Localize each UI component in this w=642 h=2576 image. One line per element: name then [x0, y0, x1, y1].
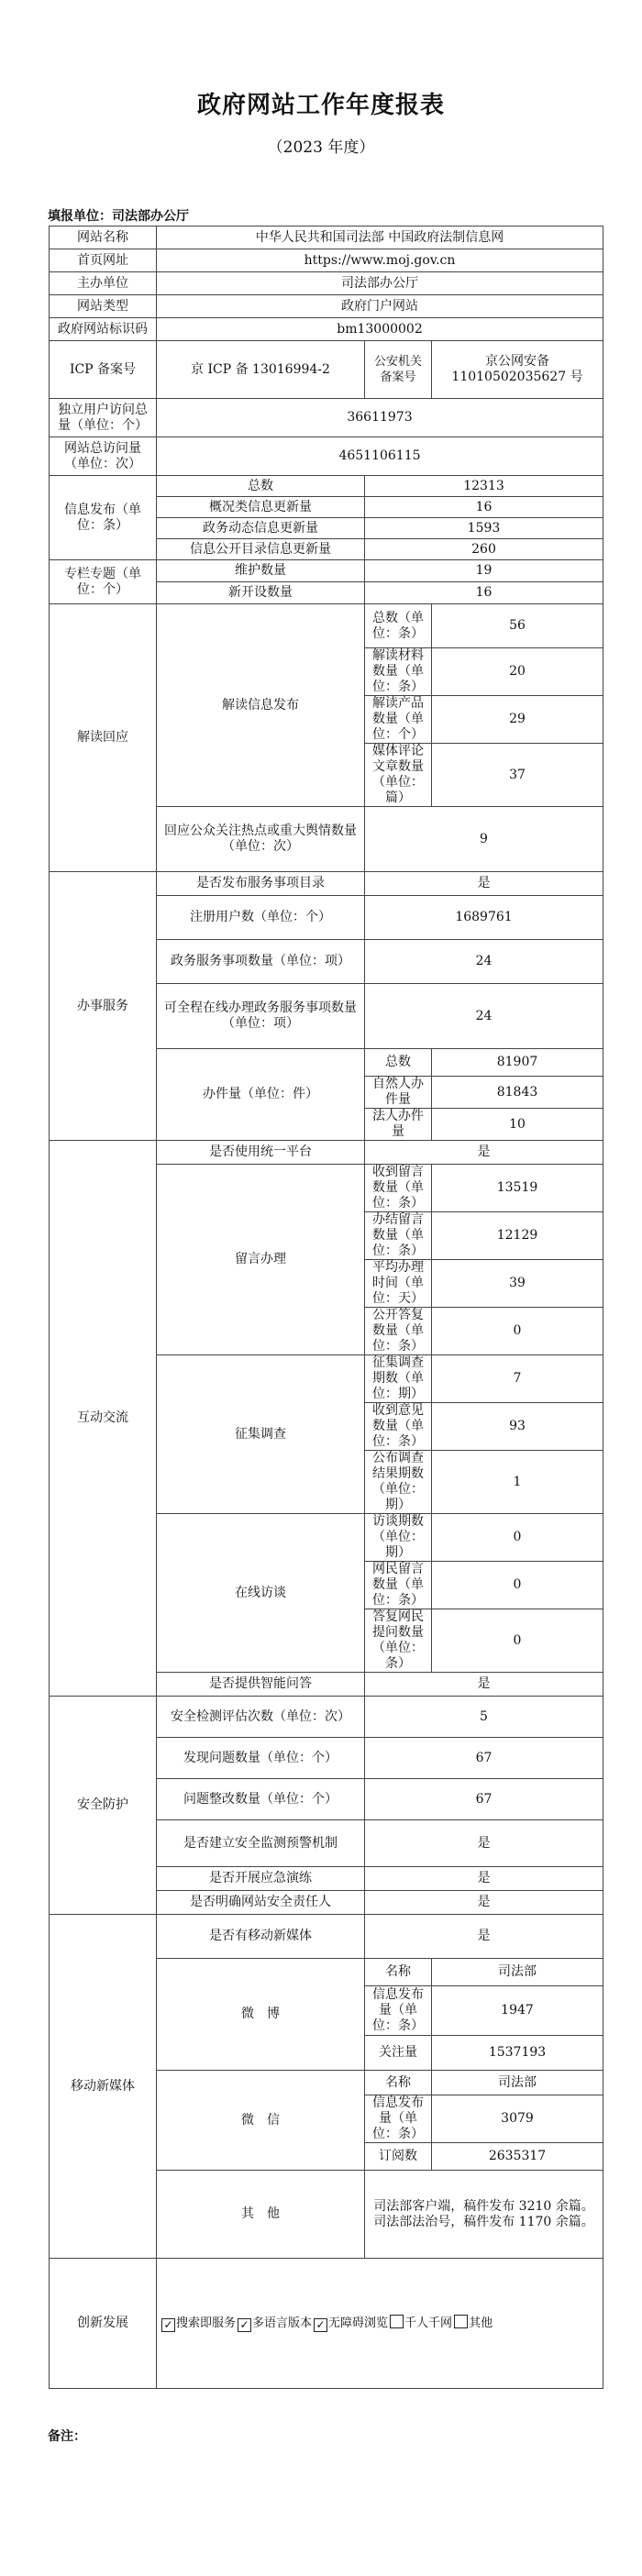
- security-fixed-label: 问题整改数量（单位：个）: [157, 1779, 365, 1820]
- wechat-sub-label: 订阅数: [365, 2143, 432, 2171]
- innovation-option-label: 千人千网: [404, 2316, 453, 2330]
- msg-time: 39: [432, 1260, 603, 1308]
- info-label: 信息发布（单位：条）: [50, 476, 157, 560]
- weibo-pub-label: 信息发布量（单位：条）: [365, 1986, 432, 2036]
- survey-opinion-label: 收到意见数量（单位：条）: [365, 1403, 432, 1451]
- interpret-respond: 9: [365, 807, 603, 872]
- innovation-checkbox[interactable]: [238, 2316, 312, 2332]
- table-row: [50, 437, 603, 476]
- info-catalog-label: 信息公开目录信息更新量: [157, 539, 365, 560]
- interpret-respond-label: 回应公众关注热点或重大舆情数量（单位：次）: [157, 807, 365, 872]
- interpret-material-label: 解读材料数量（单位：条）: [365, 648, 432, 696]
- mobile-has-label: 是否有移动新媒体: [157, 1915, 365, 1959]
- talk-count-label: 访谈期数（单位：期）: [365, 1514, 432, 1562]
- info-catalog: 260: [365, 539, 603, 560]
- interact-label: 互动交流: [50, 1141, 157, 1697]
- weibo-pub: 1947: [432, 1986, 603, 2036]
- talk-reply: 0: [432, 1609, 603, 1673]
- service-users: 1689761: [365, 896, 603, 940]
- security-monitor-label: 是否建立安全监测预警机制: [157, 1820, 365, 1867]
- service-online-label: 可全程在线办理政务服务事项数量（单位：项）: [157, 984, 365, 1049]
- interact-smart: 是: [365, 1673, 603, 1697]
- security-drill: 是: [365, 1867, 603, 1891]
- service-natural-label: 自然人办件量: [365, 1077, 432, 1109]
- uv-value: 36611973: [157, 399, 603, 437]
- site-type-value: 政府门户网站: [157, 295, 603, 318]
- column-new: 16: [365, 582, 603, 604]
- service-label: 办事服务: [50, 872, 157, 1141]
- interpret-media-label: 媒体评论文章数量（单位：篇）: [365, 744, 432, 807]
- security-found: 67: [365, 1738, 603, 1779]
- service-items: 24: [365, 940, 603, 984]
- msg-done-label: 办结留言数量（单位：条）: [365, 1212, 432, 1260]
- weibo-name-label: 名称: [365, 1959, 432, 1986]
- security-check-label: 安全检测评估次数（单位：次）: [157, 1697, 365, 1738]
- wechat-pub: 3079: [432, 2095, 603, 2143]
- home-url: https://www.moj.gov.cn: [157, 249, 603, 272]
- column-maintain-label: 维护数量: [157, 560, 365, 582]
- weibo-name: 司法部: [432, 1959, 603, 1986]
- innovation-label: 创新发展: [50, 2259, 157, 2389]
- checked-box-icon: ✓: [238, 2318, 251, 2332]
- site-name: 中华人民共和国司法部 中国政府法制信息网: [157, 227, 603, 249]
- table-row: [50, 2259, 603, 2389]
- home-url-label: 首页网址: [50, 249, 157, 272]
- service-handle-label: 办件量（单位：件）: [157, 1049, 365, 1141]
- service-handle-total-label: 总数: [365, 1049, 432, 1077]
- other-value: 司法部客户端，稿件发布 3210 余篇。 司法部法治号，稿件发布 1170 余篇。: [365, 2171, 603, 2259]
- column-label: 专栏专题（单位：个）: [50, 560, 157, 604]
- talk-msg: 0: [432, 1562, 603, 1609]
- interact-survey-label: 征集调查: [157, 1355, 365, 1514]
- survey-opinion: 93: [432, 1403, 603, 1451]
- site-code-label: 政府网站标识码: [50, 318, 157, 341]
- weibo-follow: 1537193: [432, 2036, 603, 2071]
- interact-talk-label: 在线访谈: [157, 1514, 365, 1673]
- table-row: [50, 341, 603, 399]
- pv-label: 网站总访问量（单位：次）: [50, 437, 157, 476]
- info-total: 12313: [365, 476, 603, 497]
- security-check: 5: [365, 1697, 603, 1738]
- interpret-publish-label: 解读信息发布: [157, 604, 365, 807]
- innovation-option-label: 搜索即服务: [176, 2316, 237, 2330]
- service-handle-total: 81907: [432, 1049, 603, 1077]
- icp-label: ICP 备案号: [50, 341, 157, 399]
- msg-reply-label: 公开答复数量（单位：条）: [365, 1308, 432, 1355]
- innovation-checkbox[interactable]: [454, 2315, 493, 2331]
- police-label: 公安机关备案号: [365, 341, 432, 399]
- service-users-label: 注册用户数（单位：个）: [157, 896, 365, 940]
- service-legal-label: 法人办件量: [365, 1109, 432, 1141]
- site-type-label: 网站类型: [50, 295, 157, 318]
- service-online: 24: [365, 984, 603, 1049]
- mobile-label: 移动新媒体: [50, 1915, 157, 2259]
- talk-msg-label: 网民留言数量（单位：条）: [365, 1562, 432, 1609]
- survey-count: 7: [432, 1355, 603, 1403]
- msg-done: 12129: [432, 1212, 603, 1260]
- security-found-label: 发现问题数量（单位：个）: [157, 1738, 365, 1779]
- column-new-label: 新开设数量: [157, 582, 365, 604]
- info-overview: 16: [365, 497, 603, 518]
- uv-label: 独立用户访问总量（单位：个）: [50, 399, 157, 437]
- security-fixed: 67: [365, 1779, 603, 1820]
- table-row: [50, 560, 603, 582]
- innovation-options: [157, 2259, 603, 2389]
- service-catalog-label: 是否发布服务事项目录: [157, 872, 365, 896]
- other-label: 其 他: [157, 2171, 365, 2259]
- service-items-label: 政务服务事项数量（单位：项）: [157, 940, 365, 984]
- table-row: [50, 1697, 603, 1738]
- interpret-product-label: 解读产品数量（单位：个）: [365, 696, 432, 744]
- security-owner-label: 是否明确网站安全责任人: [157, 1891, 365, 1915]
- innovation-checkbox[interactable]: [390, 2315, 452, 2331]
- innovation-checkbox[interactable]: [314, 2316, 388, 2332]
- table-row: [50, 318, 603, 341]
- msg-time-label: 平均办理时间（单位：天）: [365, 1260, 432, 1308]
- interpret-product: 29: [432, 696, 603, 744]
- innovation-checkbox[interactable]: [161, 2316, 236, 2332]
- info-total-label: 总数: [157, 476, 365, 497]
- survey-count-label: 征集调查期数（单位：期）: [365, 1355, 432, 1403]
- security-label: 安全防护: [50, 1697, 157, 1915]
- innovation-option-label: 其他: [469, 2316, 493, 2330]
- table-row: [50, 476, 603, 497]
- interpret-media: 37: [432, 744, 603, 807]
- wechat-name: 司法部: [432, 2071, 603, 2095]
- talk-reply-label: 答复网民提问数量（单位：条）: [365, 1609, 432, 1673]
- info-overview-label: 概况类信息更新量: [157, 497, 365, 518]
- empty-box-icon: [390, 2315, 404, 2328]
- empty-box-icon: [454, 2315, 468, 2328]
- reporting-unit: 填报单位：司法部办公厅: [48, 209, 189, 224]
- interact-msg-label: 留言办理: [157, 1165, 365, 1355]
- security-owner: 是: [365, 1891, 603, 1915]
- checked-box-icon: ✓: [314, 2318, 327, 2332]
- checked-box-icon: ✓: [161, 2318, 175, 2332]
- table-row: [50, 1141, 603, 1165]
- report-year: （2023 年度）: [267, 138, 375, 157]
- weibo-label: 微 博: [157, 1959, 365, 2071]
- wechat-pub-label: 信息发布量（单位：条）: [365, 2095, 432, 2143]
- interact-platform: 是: [365, 1141, 603, 1165]
- security-drill-label: 是否开展应急演练: [157, 1867, 365, 1891]
- table-row: [50, 399, 603, 437]
- info-dynamic: 1593: [365, 518, 603, 539]
- notes-label: 备注：: [48, 2429, 86, 2444]
- pv-value: 4651106115: [157, 437, 603, 476]
- interpret-label: 解读回应: [50, 604, 157, 872]
- police-value: 京公网安备 11010502035627 号: [432, 341, 603, 399]
- wechat-name-label: 名称: [365, 2071, 432, 2095]
- interpret-material: 20: [432, 648, 603, 696]
- weibo-follow-label: 关注量: [365, 2036, 432, 2071]
- interact-platform-label: 是否使用统一平台: [157, 1141, 365, 1165]
- host-value: 司法部办公厅: [157, 272, 603, 295]
- interact-smart-label: 是否提供智能问答: [157, 1673, 365, 1697]
- site-name-label: 网站名称: [50, 227, 157, 249]
- msg-recv: 13519: [432, 1165, 603, 1212]
- innovation-option-label: 无障碍浏览: [328, 2316, 389, 2330]
- page-title: 政府网站工作年度报表: [196, 92, 445, 119]
- host-label: 主办单位: [50, 272, 157, 295]
- wechat-label: 微 信: [157, 2071, 365, 2171]
- interpret-total-label: 总数（单位：条）: [365, 604, 432, 648]
- msg-recv-label: 收到留言数量（单位：条）: [365, 1165, 432, 1212]
- mobile-has: 是: [365, 1915, 603, 1959]
- innovation-option-label: 多语言版本: [252, 2316, 313, 2330]
- interpret-total: 56: [432, 604, 603, 648]
- table-row: [50, 272, 603, 295]
- site-code-value: bm13000002: [157, 318, 603, 341]
- security-monitor: 是: [365, 1820, 603, 1867]
- table-row: [50, 249, 603, 272]
- info-dynamic-label: 政务动态信息更新量: [157, 518, 365, 539]
- table-row: [50, 872, 603, 896]
- table-row: [50, 604, 603, 648]
- table-row: [50, 227, 603, 249]
- table-row: [50, 1915, 603, 1959]
- msg-reply: 0: [432, 1308, 603, 1355]
- column-maintain: 19: [365, 560, 603, 582]
- service-natural: 81843: [432, 1077, 603, 1109]
- table-row: [50, 295, 603, 318]
- icp-value: 京 ICP 备 13016994-2: [157, 341, 365, 399]
- report-table: [49, 226, 603, 2389]
- talk-count: 0: [432, 1514, 603, 1562]
- service-legal: 10: [432, 1109, 603, 1141]
- survey-result: 1: [432, 1451, 603, 1514]
- service-catalog: 是: [365, 872, 603, 896]
- wechat-sub: 2635317: [432, 2143, 603, 2171]
- survey-result-label: 公布调查结果期数（单位：期）: [365, 1451, 432, 1514]
